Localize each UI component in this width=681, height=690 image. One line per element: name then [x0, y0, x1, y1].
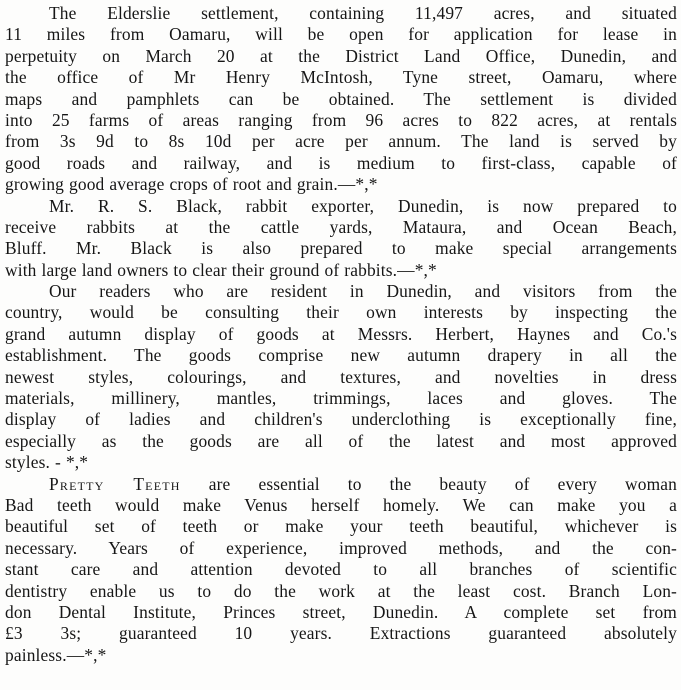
text-line: growing good average crops of root and grain.—*,*	[5, 174, 378, 195]
paragraph-pretty-teeth	[5, 474, 677, 667]
text-line: materials, millinery, mantles, trimmings, laces and gloves. The	[5, 388, 677, 409]
text-line: the office of Mr Henry McIntosh, Tyne street, Oamaru, where	[5, 67, 677, 88]
text-line: display of ladies and children's underclothing is exceptionally fine,	[5, 409, 677, 430]
text-line: from 3s 9d to 8s 10d per acre per annum. The land is served by	[5, 131, 677, 152]
text-line: don Dental Institute, Princes street, Dunedin. A complete set from	[5, 601, 677, 622]
text-line: beautiful set of teeth or make your teeth beautiful, whichever is	[5, 516, 677, 537]
text-line: perpetuity on March 20 at the District Land Office, Dunedin, and	[5, 45, 677, 66]
text-line: 11 miles from Oamaru, will be open for application for lease in	[5, 24, 677, 45]
paragraph-autumn-display	[5, 281, 677, 474]
text-line: receive rabbits at the cattle yards, Mataura, and Ocean Beach,	[5, 216, 677, 237]
text-line: dentistry enable us to do the work at the least cost. Branch Lon-	[5, 580, 677, 601]
text-line: £3 3s; guaranteed 10 years. Extractions guaranteed absolutely	[5, 623, 677, 644]
text-line: stant care and attention devoted to all branches of scientific	[5, 559, 677, 580]
text-line: styles. - *,*	[5, 452, 89, 473]
text-fragment: are essential to the beauty of every woman	[180, 473, 677, 494]
text-line: grand autumn display of goods at Messrs. Herbert, Haynes and Co.'s	[5, 323, 677, 344]
text-line: especially as the goods are all of the latest and most approved	[5, 430, 677, 451]
text-line: good roads and railway, and is medium to first-class, capable of	[5, 152, 677, 173]
paragraph-elderslie-settlement	[5, 3, 677, 196]
text-line: painless.—*,*	[5, 644, 107, 665]
text-line: Our readers who are resident in Dunedin, and visitors from the	[49, 281, 677, 302]
text-line: into 25 farms of areas ranging from 96 acres to 822 acres, at rentals	[5, 109, 677, 130]
text-line: establishment. The goods comprise new autumn drapery in all the	[5, 345, 677, 366]
text-line	[5, 474, 677, 495]
paragraph-rabbit-exporter	[5, 196, 677, 282]
text-column	[5, 3, 677, 666]
text-line: necessary. Years of experience, improved methods, and the con-	[5, 537, 677, 558]
text-line: Bad teeth would make Venus herself homely. We can make you a	[5, 494, 677, 515]
lead-small-caps: Pretty Teeth	[49, 473, 181, 494]
text-line: Mr. R. S. Black, rabbit exporter, Dunedin, is now prepared to	[49, 195, 677, 216]
text-line: newest styles, colourings, and textures, and novelties in dress	[5, 366, 677, 387]
text-line: country, would be consulting their own interests by inspecting the	[5, 302, 677, 323]
text-line: The Elderslie settlement, containing 11,497 acres, and situated	[49, 3, 677, 23]
text-line: Bluff. Mr. Black is also prepared to make special arrangements	[5, 238, 677, 259]
text-line: maps and pamphlets can be obtained. The settlement is divided	[5, 88, 677, 109]
text-line: with large land owners to clear their ground of rabbits.—*,*	[5, 259, 437, 280]
